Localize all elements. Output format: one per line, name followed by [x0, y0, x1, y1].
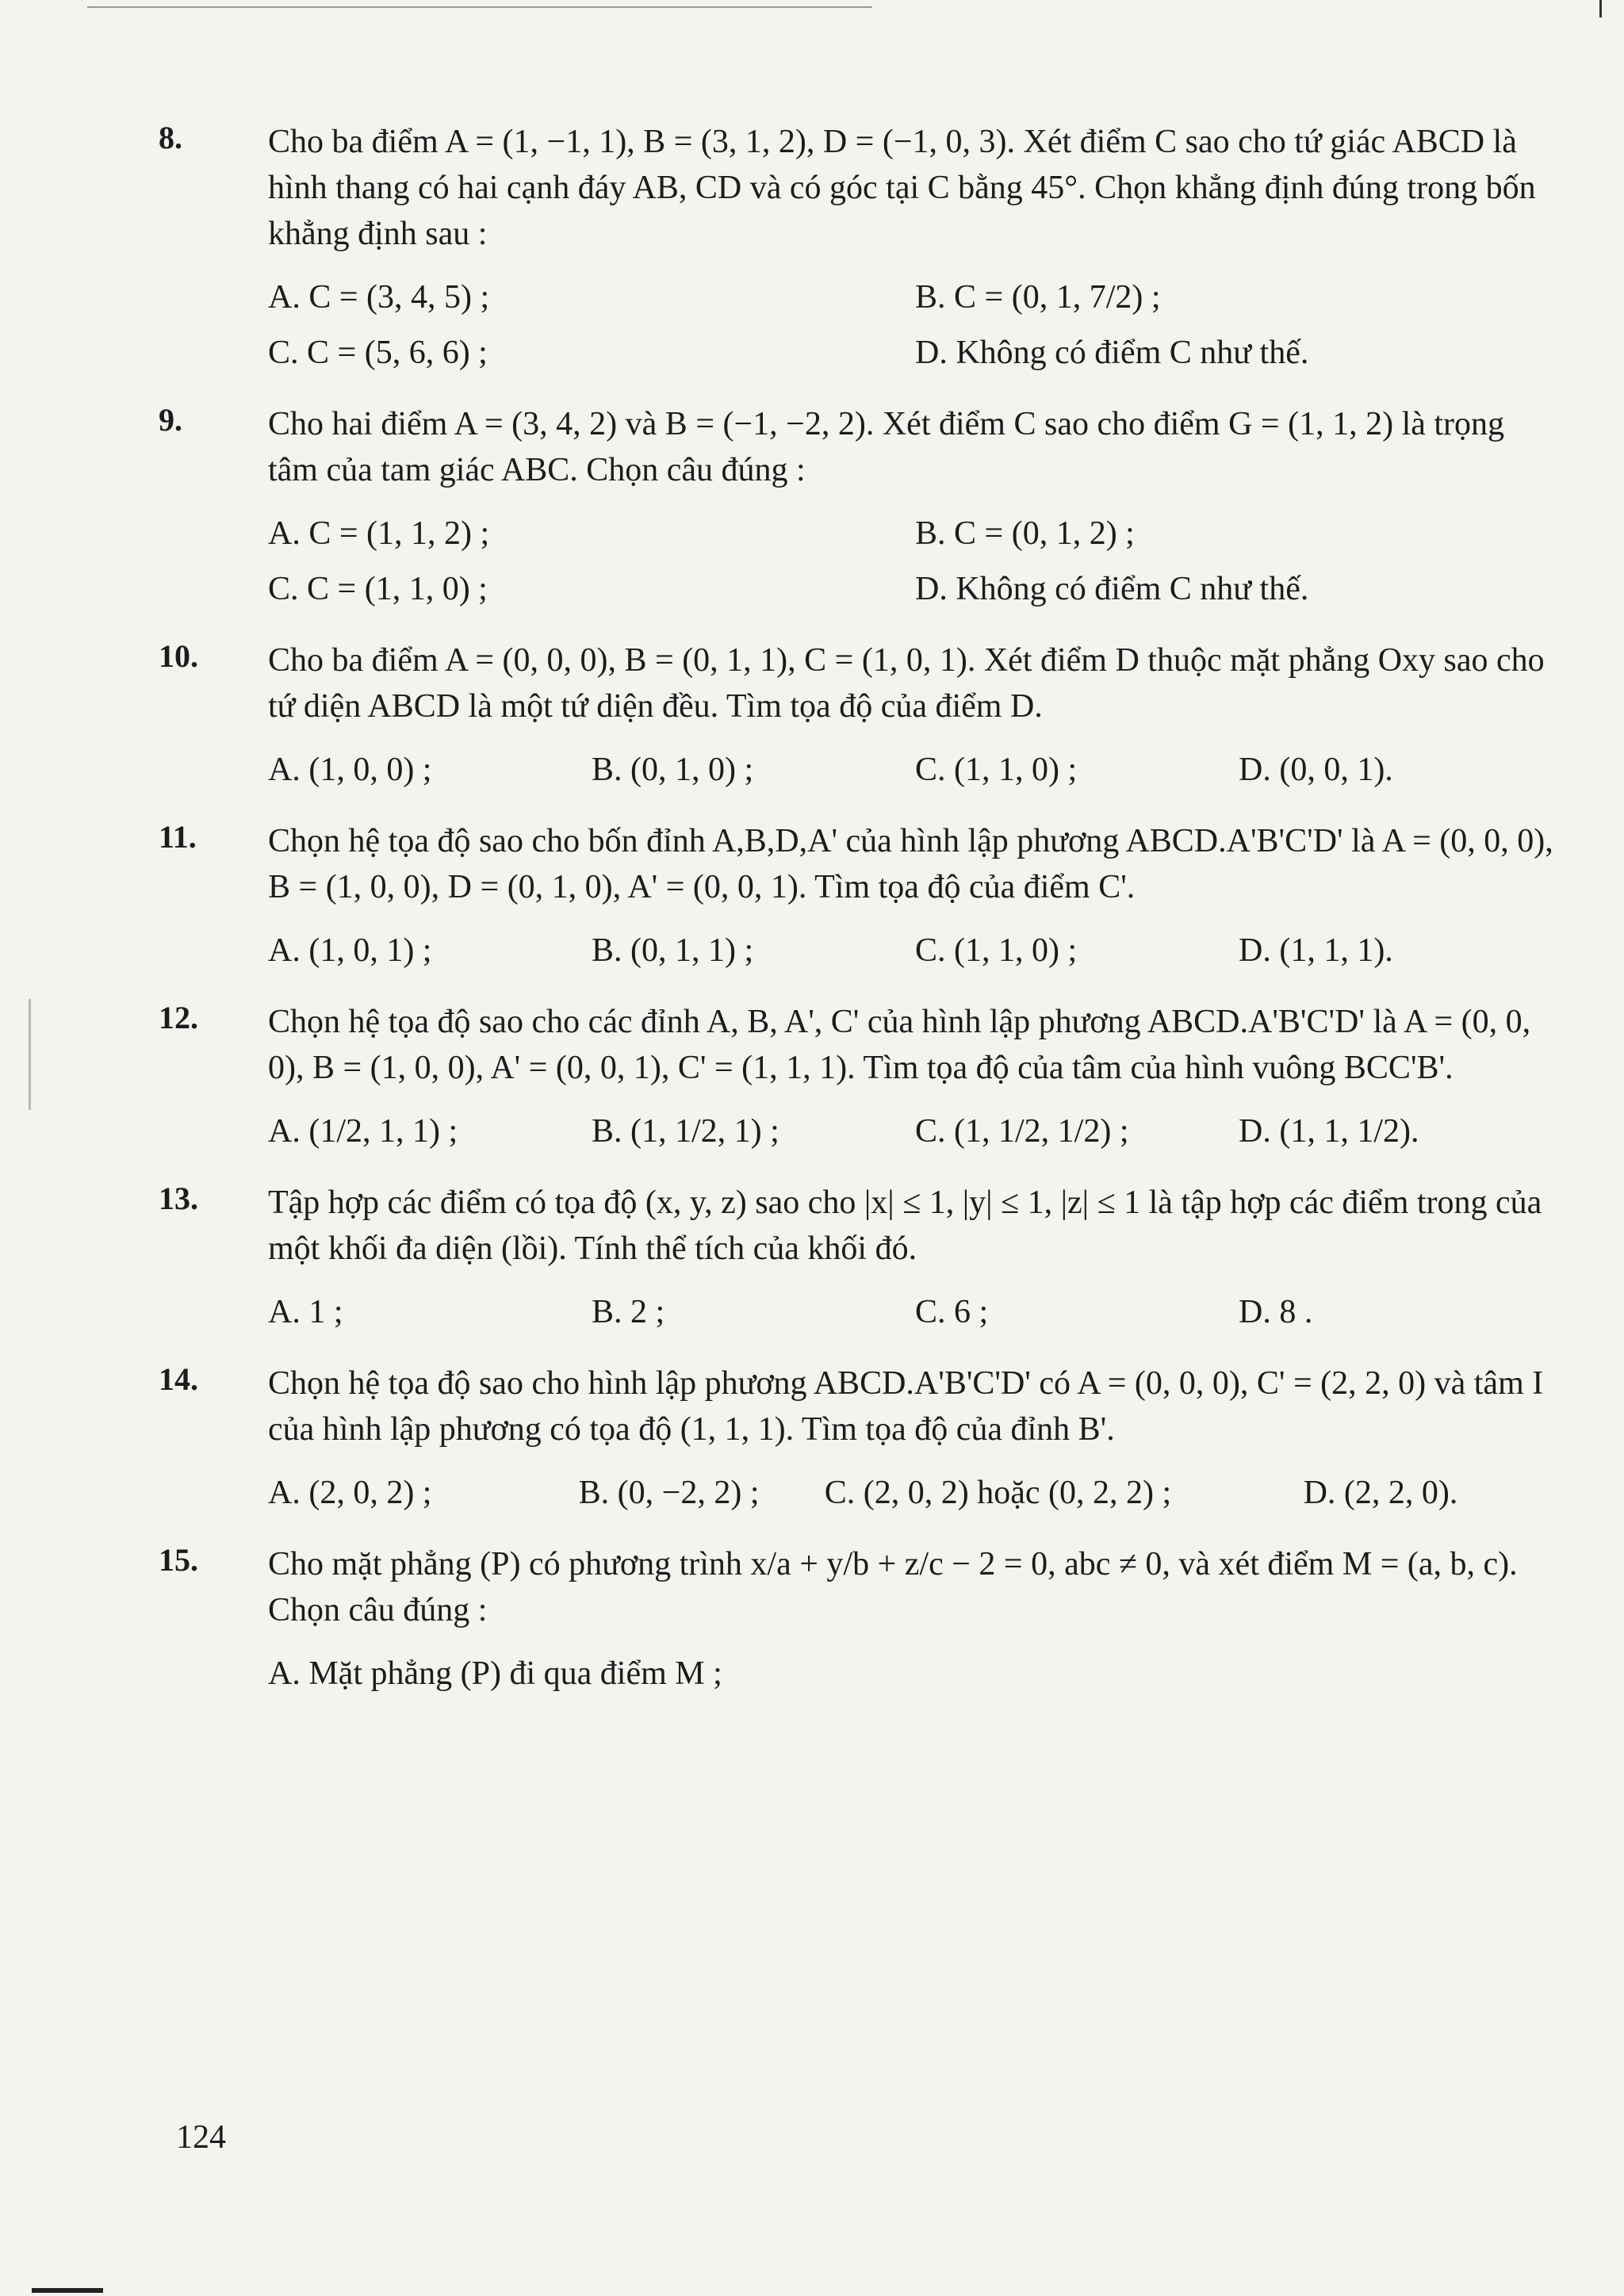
answer-options: [268, 923, 1562, 978]
option-c: C. (1, 1/2, 1/2) ;: [915, 1113, 1129, 1150]
question-number: 13.: [159, 1181, 198, 1216]
top-rule: [87, 6, 872, 8]
question-number: 12.: [159, 1000, 198, 1035]
option-a: A. Mặt phẳng (P) đi qua điểm M ;: [268, 1655, 722, 1692]
option-d: D. (0, 0, 1).: [1239, 752, 1393, 788]
question-number: 14.: [159, 1361, 198, 1397]
question-text: Chọn hệ tọa độ sao cho hình lập phương ABCD.A'B'C'D' có A = (0, 0, 0), C' = (2, 2, 0) và tâm I của hình lập phương có tọa độ (1, 1, 1). Tìm tọa độ của đỉnh B'.: [268, 1365, 1544, 1448]
question-11: [159, 818, 1562, 978]
option-a: A. (1, 0, 1) ;: [268, 932, 432, 969]
question-text: Cho hai điểm A = (3, 4, 2) và B = (−1, −2, 2). Xét điểm C sao cho điểm G = (1, 1, 2) là trọng tâm của tam giác ABC. Chọn câu đúng :: [268, 406, 1505, 488]
answer-options: [268, 1465, 1562, 1521]
answer-options: [268, 1646, 1562, 1701]
option-b: B. 2 ;: [592, 1294, 665, 1330]
question-number: 10.: [159, 638, 198, 674]
option-a: A. (1/2, 1, 1) ;: [268, 1113, 458, 1150]
answer-options: [268, 270, 1562, 381]
option-b: B. C = (0, 1, 2) ;: [915, 515, 1135, 552]
question-number: 9.: [159, 402, 182, 438]
question-text: Cho ba điểm A = (0, 0, 0), B = (0, 1, 1), C = (1, 0, 1). Xét điểm D thuộc mặt phẳng Oxy sao cho tứ diện ABCD là một tứ diện đều. Tìm tọa độ của điểm D.: [268, 642, 1545, 725]
question-text: Cho mặt phẳng (P) có phương trình x/a + y/b + z/c − 2 = 0, abc ≠ 0, và xét điểm M = (a, b, c). Chọn câu đúng :: [268, 1546, 1518, 1628]
option-d: D. (2, 2, 0).: [1303, 1475, 1458, 1511]
question-number: 11.: [159, 819, 197, 855]
question-15: [159, 1541, 1562, 1701]
question-text: Tập hợp các điểm có tọa độ (x, y, z) sao cho |x| ≤ 1, |y| ≤ 1, |z| ≤ 1 là tập hợp các điểm trong của một khối đa diện (lồi). Tính thể tích của khối đó.: [268, 1184, 1542, 1267]
scan-mark: [1599, 0, 1602, 17]
question-10: [159, 637, 1562, 798]
option-a: A. 1 ;: [268, 1294, 343, 1330]
answer-options: [268, 742, 1562, 798]
option-c: C. (1, 1, 0) ;: [915, 932, 1078, 969]
option-c: C. 6 ;: [915, 1294, 989, 1330]
option-b: B. (0, 1, 0) ;: [592, 752, 754, 788]
question-text: Chọn hệ tọa độ sao cho bốn đỉnh A,B,D,A' của hình lập phương ABCD.A'B'C'D' là A = (0, 0, 0), B = (1, 0, 0), D = (0, 1, 0), A' = (0, 0, 1). Tìm tọa độ của điểm C'.: [268, 823, 1553, 905]
option-c: C. (1, 1, 0) ;: [915, 752, 1078, 788]
question-list: [159, 119, 1562, 1722]
option-d: D. Không có điểm C như thế.: [915, 571, 1309, 607]
page-number: 124: [176, 2119, 226, 2156]
option-c: C. C = (5, 6, 6) ;: [268, 335, 488, 371]
option-b: B. (0, −2, 2) ;: [578, 1475, 760, 1511]
question-13: [159, 1180, 1562, 1340]
question-14: [159, 1360, 1562, 1521]
option-a: A. (1, 0, 0) ;: [268, 752, 432, 788]
answer-options: [268, 506, 1562, 617]
question-text: Chọn hệ tọa độ sao cho các đỉnh A, B, A', C' của hình lập phương ABCD.A'B'C'D' là A = (0, 0, 0), B = (1, 0, 0), A' = (0, 0, 1), C' = (1, 1, 1). Tìm tọa độ của tâm của hình vuông BCC'B'.: [268, 1004, 1531, 1086]
option-d: D. (1, 1, 1/2).: [1239, 1113, 1419, 1150]
question-8: [159, 119, 1562, 381]
option-d: D. 8 .: [1239, 1294, 1313, 1330]
option-b: B. (1, 1/2, 1) ;: [592, 1113, 779, 1150]
option-d: D. (1, 1, 1).: [1239, 932, 1393, 969]
option-a: A. C = (3, 4, 5) ;: [268, 279, 490, 316]
option-b: B. (0, 1, 1) ;: [592, 932, 754, 969]
question-number: 8.: [159, 120, 182, 155]
option-c: C. (2, 0, 2) hoặc (0, 2, 2) ;: [824, 1475, 1172, 1511]
answer-options: [268, 1104, 1562, 1159]
option-a: A. C = (1, 1, 2) ;: [268, 515, 490, 552]
scan-mark-bottom: [32, 2288, 103, 2293]
option-c: C. C = (1, 1, 0) ;: [268, 571, 488, 607]
option-d: D. Không có điểm C như thế.: [915, 335, 1309, 371]
question-number: 15.: [159, 1542, 198, 1578]
option-a: A. (2, 0, 2) ;: [268, 1475, 432, 1511]
question-text: Cho ba điểm A = (1, −1, 1), B = (3, 1, 2), D = (−1, 0, 3). Xét điểm C sao cho tứ giác ABCD là hình thang có hai cạnh đáy AB, CD và có góc tại C bằng 45°. Chọn khẳng định đúng trong bốn khẳng định sau :: [268, 124, 1536, 252]
question-12: [159, 999, 1562, 1159]
question-9: [159, 401, 1562, 617]
option-b: B. C = (0, 1, 7/2) ;: [915, 279, 1161, 316]
scan-edge: [29, 999, 31, 1110]
answer-options: [268, 1284, 1562, 1340]
